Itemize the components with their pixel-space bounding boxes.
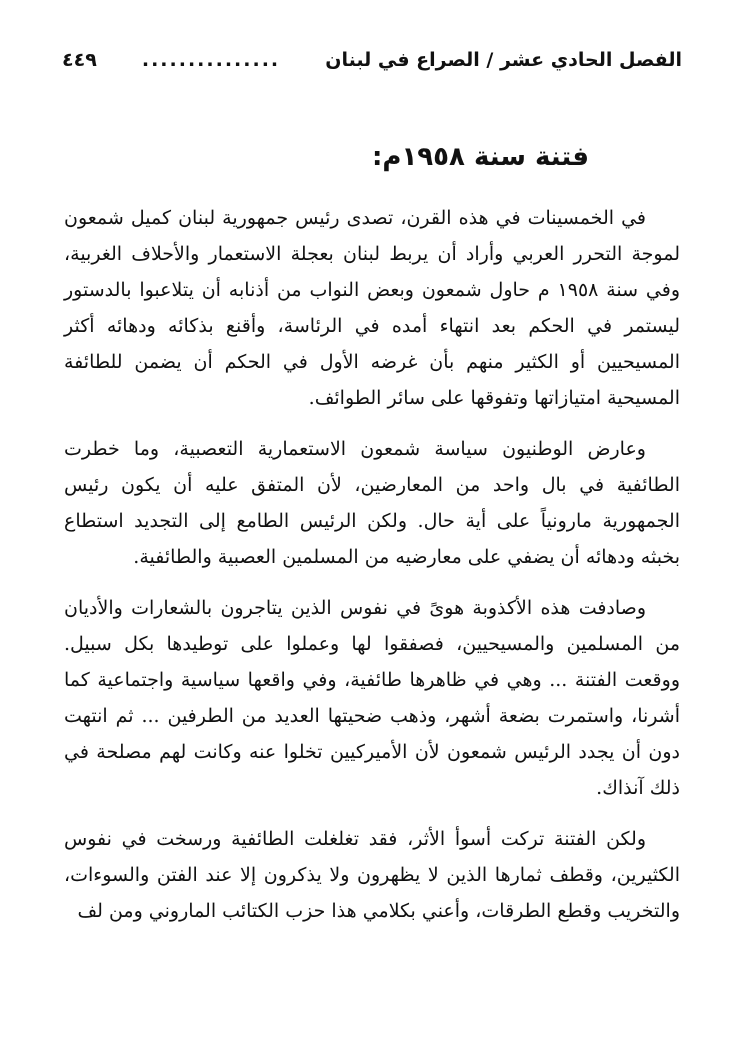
- paragraph-4: ولكن الفتنة تركت أسوأ الأثر، فقد تغلغلت الطائفية ورسخت في نفوس الكثيرين، وقطف ثمارها الذين لا يظهرون ولا يذكرون إلا عند الفتن والسوءات، والتخريب وقطع الطرقات، وأعني بكلامي هذا حزب الكتائب الماروني ومن لف: [64, 828, 680, 922]
- running-header: [62, 42, 682, 78]
- chapter-title: الفصل الحادي عشر / الصراع في لبنان: [325, 49, 682, 71]
- paragraph-2: وعارض الوطنيون سياسة شمعون الاستعمارية التعصبية، وما خطرت الطائفية في بال واحد من المعارضين، لأن المتفق عليه أن يكون رئيس الجمهورية مارونياً على أية حال. ولكن الرئيس الطامع إلى التجديد استطاع بخبثه ودهائه أن يضفي على معارضيه من المسلمين العصبية والطائفية.: [64, 438, 680, 568]
- header-leader-dots: ...............: [141, 49, 281, 71]
- body-text: [64, 200, 680, 944]
- section-heading: فتنة سنة ١٩٥٨م:: [371, 142, 589, 172]
- page-number: ٤٤٩: [62, 49, 97, 71]
- paragraph-3: وصادفت هذه الأكذوبة هوىً في نفوس الذين يتاجرون بالشعارات والأديان من المسلمين والمسيحيين، فصفقوا لها وعملوا على توطيدها بكل سبيل. ووقعت الفتنة ... وهي في ظاهرها طائفية، وفي واقعها سياسية واجتماعية كما أشرنا، واستمرت بضعة أشهر، وذهب ضحيتها العديد من الطرفين ... ثم انتهت دون أن يجدد الرئيس شمعون لأن الأميركيين تخلوا عنه وكانت لهم مصلحة في ذلك آنذاك.: [64, 597, 680, 799]
- paragraph-1: في الخمسينات في هذه القرن، تصدى رئيس جمهورية لبنان كميل شمعون لموجة التحرر العربي وأراد أن يربط لبنان بعجلة الاستعمار والأحلاف الغربية، وفي سنة ١٩٥٨ م حاول شمعون وبعض النواب من أذنابه أن يتلاعبوا بالدستور ليستمر في الحكم بعد انتهاء أمده في الرئاسة، وأقنع بذكائه ودهائه أكثر المسيحيين أو الكثير منهم بأن غرضه الأول في الحكم أن يضمن للطائفة المسيحية امتيازاتها وتفوقها على سائر الطوائف.: [64, 207, 681, 409]
